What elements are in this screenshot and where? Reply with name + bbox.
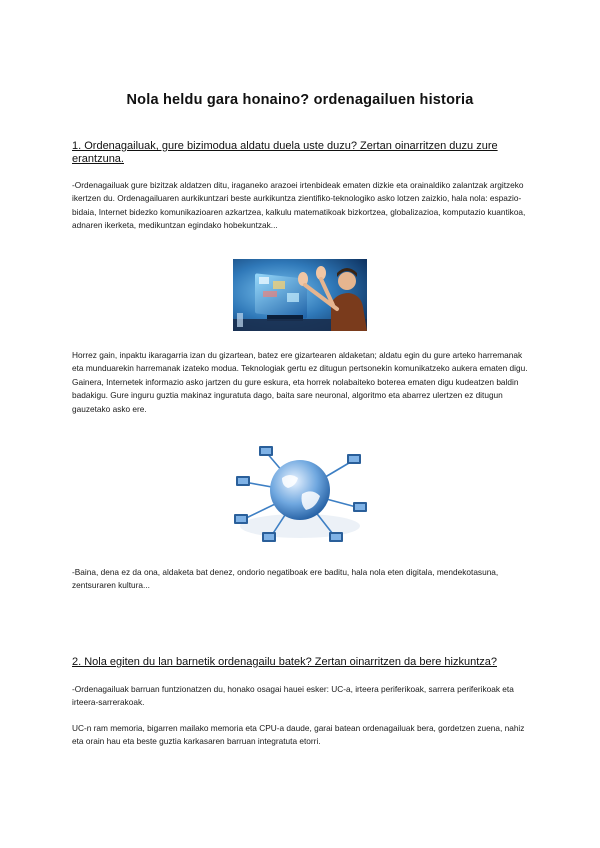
section-1-paragraph-1: -Ordenagailuak gure bizitzak aldatzen ditu, iraganeko arazoei irtenbideak ematen dizkie eta orainaldiko zalantzak argitzeko ikertzen du. Ordenagailuaren aurkikuntzari beste aurkikuntza zientifiko-teknologiko asko lotzen zaizkio, hala nola: espazio-bidaia, Internet bidezko komunikazioaren azkartzea, kalkulu matematikoak bizkortzea, globalizazioa, komputazio kuantikoa, adnaren ikerketa, medikuntzan egindako hobekuntzak... xyxy=(72,180,526,231)
globe-network-illustration xyxy=(226,438,374,550)
document-title: Nola heldu gara honaino? ordenagailuen historia xyxy=(126,92,474,108)
section-1-paragraph-2: Horrez gain, inpaktu ikaragarria izan du gizartean, batez ere gizartearen aldaketan; aldatu egin du gure arteko harremanak eta munduarekin harremanak izateko modua. Teknologiak gertu ez ditugun pertsonekin komunikatzeko aukera ematen digu. Gainera, Internetek informazio asko jartzen du gure eskura, eta horrek nolabaiteko boterea ematen digu kudeatzen baldin badakigu. Gure inguru guztia makinaz inguratuta dago, baita sare neuronal, algoritmo eta abarrez ulertzen ez ditugun gauzetako asko ere. xyxy=(72,350,528,414)
section-2-paragraph-2: UC-n ram memoria, bigarren mailako memoria eta CPU-a daude, garai batean ordenagailuak bera, gordetzen zuena, nahiz eta orain hau eta beste guztia karkasaren barruan integratuta etorri. xyxy=(72,723,525,747)
section-2-heading: 2. Nola egiten du lan barnetik ordenagailu batek? Zertan oinarritzen da bere hizkuntza? xyxy=(72,656,497,668)
touchscreen-photo xyxy=(233,259,367,331)
section-1-heading: 1. Ordenagailuak, gure bizimodua aldatu duela uste duzu? Zertan oinarritzen duzu zure erantzuna. xyxy=(72,140,498,165)
section-1-paragraph-3: -Baina, dena ez da ona, aldaketa bat denez, ondorio negatiboak ere baditu, hala nola eten digitala, mendekotasuna, zentsuraren kultura... xyxy=(72,567,499,591)
section-2-paragraph-1: -Ordenagailuak barruan funtzionatzen du, honako osagai hauei esker: UC-a, irteera periferikoak, sarrera periferikoak eta irteera-sarrerakoak. xyxy=(72,684,514,708)
